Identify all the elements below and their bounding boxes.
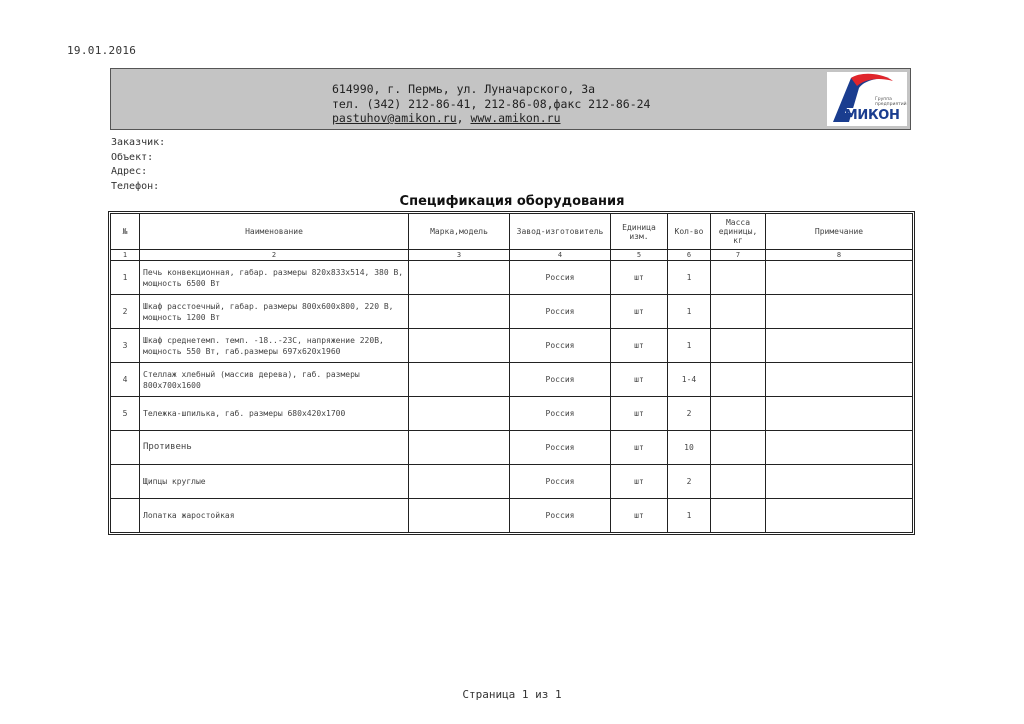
header-note: Примечание xyxy=(766,214,912,250)
company-contacts xyxy=(332,82,651,126)
cell-name: Противень xyxy=(140,431,409,465)
cell-qty: 1 xyxy=(668,261,711,295)
header-qty: Кол-во xyxy=(668,214,711,250)
address-label: Адрес: xyxy=(111,166,148,178)
cell-qty: 10 xyxy=(668,431,711,465)
cell-maker: Россия xyxy=(510,329,611,363)
logo-subtitle xyxy=(875,97,907,107)
cell-brand xyxy=(409,499,510,532)
website-link[interactable]: www.amikon.ru xyxy=(470,111,561,125)
column-number: 3 xyxy=(409,250,510,261)
column-number: 6 xyxy=(668,250,711,261)
cell-qty: 1-4 xyxy=(668,363,711,397)
cell-name: Шкаф расстоечный, габар. размеры 800х600х800, 220 В, мощность 1200 Вт xyxy=(140,295,409,329)
cell-qty: 1 xyxy=(668,295,711,329)
table-row xyxy=(111,261,912,295)
header-mass: Масса единицы, кг xyxy=(711,214,766,250)
specification-table xyxy=(108,211,915,535)
logo-brand-text: АМИКОН xyxy=(835,108,900,123)
cell-maker: Россия xyxy=(510,397,611,431)
cell-mass xyxy=(711,431,766,465)
cell-brand xyxy=(409,431,510,465)
cell-note xyxy=(766,261,912,295)
table-header-row xyxy=(111,214,912,250)
logo-small-line2: предприятий xyxy=(875,102,907,107)
document-title: Спецификация оборудования xyxy=(399,194,625,209)
cell-no: 4 xyxy=(111,363,140,397)
contact-separator: , xyxy=(456,111,471,125)
cell-name: Лопатка жаростойкая xyxy=(140,499,409,532)
company-address: 614990, г. Пермь, ул. Луначарского, 3а xyxy=(332,82,596,96)
column-number: 1 xyxy=(111,250,140,261)
table-row xyxy=(111,295,912,329)
cell-mass xyxy=(711,329,766,363)
table-row xyxy=(111,431,912,465)
email-link[interactable]: pastuhov@amikon.ru xyxy=(332,111,457,125)
header-name: Наименование xyxy=(140,214,409,250)
phone-label: Телефон: xyxy=(111,180,160,192)
client-info xyxy=(111,136,165,194)
table-row xyxy=(111,499,912,532)
cell-mass xyxy=(711,397,766,431)
column-number: 7 xyxy=(711,250,766,261)
cell-mass xyxy=(711,465,766,499)
cell-maker: Россия xyxy=(510,295,611,329)
header-maker: Завод-изготовитель xyxy=(510,214,611,250)
cell-unit: шт xyxy=(611,363,668,397)
cell-name: Щипцы круглые xyxy=(140,465,409,499)
table-row xyxy=(111,465,912,499)
cell-no xyxy=(111,499,140,532)
cell-qty: 1 xyxy=(668,499,711,532)
cell-no xyxy=(111,465,140,499)
cell-name: Стеллаж хлебный (массив дерева), габ. размеры 800х700х1600 xyxy=(140,363,409,397)
cell-mass xyxy=(711,499,766,532)
object-label: Объект: xyxy=(111,151,154,163)
column-number: 4 xyxy=(510,250,611,261)
column-number: 5 xyxy=(611,250,668,261)
cell-no: 2 xyxy=(111,295,140,329)
cell-no: 5 xyxy=(111,397,140,431)
cell-maker: Россия xyxy=(510,363,611,397)
cell-name: Тележка-шпилька, габ. размеры 680х420х1700 xyxy=(140,397,409,431)
header-brand: Марка,модель xyxy=(409,214,510,250)
cell-mass xyxy=(711,261,766,295)
cell-maker: Россия xyxy=(510,499,611,532)
company-web-line xyxy=(332,111,651,126)
amikon-logo xyxy=(827,72,907,126)
column-number-row xyxy=(111,250,912,261)
cell-qty: 2 xyxy=(668,465,711,499)
cell-note xyxy=(766,329,912,363)
cell-brand xyxy=(409,295,510,329)
cell-unit: шт xyxy=(611,397,668,431)
cell-name: Шкаф среднетемп. темп. -18..-23С, напряжение 220В, мощность 550 Вт, габ.размеры 697х620х1960 xyxy=(140,329,409,363)
cell-maker: Россия xyxy=(510,431,611,465)
document-date: 19.01.2016 xyxy=(67,44,137,57)
cell-mass xyxy=(711,363,766,397)
cell-qty: 2 xyxy=(668,397,711,431)
cell-no: 3 xyxy=(111,329,140,363)
table-row xyxy=(111,329,912,363)
cell-brand xyxy=(409,329,510,363)
cell-unit: шт xyxy=(611,295,668,329)
company-header xyxy=(110,68,911,130)
company-phones: тел. (342) 212-86-41, 212-86-08,факс 212-86-24 xyxy=(332,96,651,111)
cell-no: 1 xyxy=(111,261,140,295)
cell-note xyxy=(766,397,912,431)
header-no: № xyxy=(111,214,140,250)
cell-maker: Россия xyxy=(510,465,611,499)
cell-maker: Россия xyxy=(510,261,611,295)
header-unit: Единица изм. xyxy=(611,214,668,250)
table-row xyxy=(111,363,912,397)
page-footer: Страница 1 из 1 xyxy=(462,688,562,701)
cell-note xyxy=(766,499,912,532)
cell-unit: шт xyxy=(611,499,668,532)
column-number: 2 xyxy=(140,250,409,261)
cell-mass xyxy=(711,295,766,329)
column-number: 8 xyxy=(766,250,912,261)
cell-unit: шт xyxy=(611,465,668,499)
cell-qty: 1 xyxy=(668,329,711,363)
cell-brand xyxy=(409,465,510,499)
cell-note xyxy=(766,431,912,465)
cell-brand xyxy=(409,261,510,295)
cell-name: Печь конвекционная, габар. размеры 820х833х514, 380 В, мощность 6500 Вт xyxy=(140,261,409,295)
cell-note xyxy=(766,363,912,397)
cell-no xyxy=(111,431,140,465)
customer-label: Заказчик: xyxy=(111,137,166,148)
cell-unit: шт xyxy=(611,329,668,363)
cell-unit: шт xyxy=(611,431,668,465)
table-row xyxy=(111,397,912,431)
logo-small-line1: Группа xyxy=(875,97,892,102)
cell-note xyxy=(766,295,912,329)
cell-unit: шт xyxy=(611,261,668,295)
cell-note xyxy=(766,465,912,499)
cell-brand xyxy=(409,397,510,431)
cell-brand xyxy=(409,363,510,397)
